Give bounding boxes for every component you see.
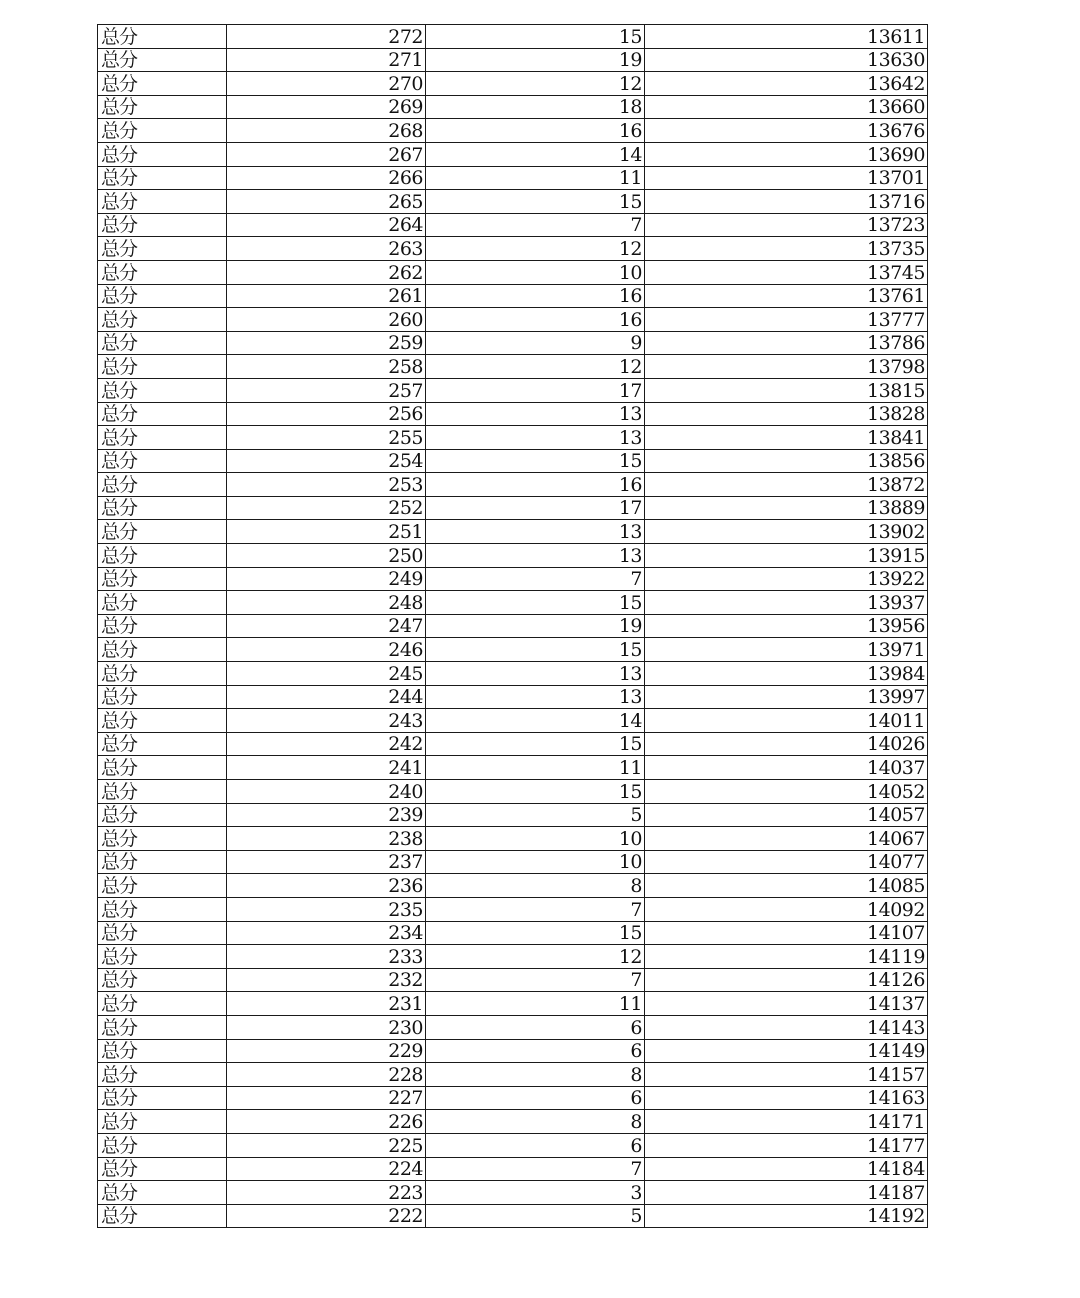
table-row (98, 449, 928, 473)
count-cell: 10 (426, 827, 645, 851)
table-row (98, 1086, 928, 1110)
score-cell: 248 (227, 591, 426, 615)
score-cell: 249 (227, 567, 426, 591)
cumulative-count-cell: 13841 (645, 426, 928, 450)
table-row (98, 1204, 928, 1228)
count-cell: 15 (426, 591, 645, 615)
subject-cell: 总分 (98, 378, 227, 402)
subject-cell: 总分 (98, 1039, 227, 1063)
subject-cell: 总分 (98, 827, 227, 851)
count-cell: 12 (426, 237, 645, 261)
score-cell: 238 (227, 827, 426, 851)
cumulative-count-cell: 14067 (645, 827, 928, 851)
table-row (98, 1063, 928, 1087)
score-table (97, 24, 928, 1228)
score-cell: 247 (227, 614, 426, 638)
cumulative-count-cell: 13937 (645, 591, 928, 615)
subject-cell: 总分 (98, 1181, 227, 1205)
count-cell: 13 (426, 685, 645, 709)
cumulative-count-cell: 14092 (645, 897, 928, 921)
count-cell: 10 (426, 260, 645, 284)
subject-cell: 总分 (98, 213, 227, 237)
table-row (98, 284, 928, 308)
score-cell: 240 (227, 780, 426, 804)
cumulative-count-cell: 13902 (645, 520, 928, 544)
subject-cell: 总分 (98, 850, 227, 874)
cumulative-count-cell: 13798 (645, 355, 928, 379)
table-row (98, 355, 928, 379)
score-cell: 263 (227, 237, 426, 261)
subject-cell: 总分 (98, 520, 227, 544)
table-row (98, 1157, 928, 1181)
count-cell: 5 (426, 803, 645, 827)
subject-cell: 总分 (98, 756, 227, 780)
count-cell: 12 (426, 72, 645, 96)
table-row (98, 260, 928, 284)
score-cell: 251 (227, 520, 426, 544)
table-row (98, 780, 928, 804)
count-cell: 9 (426, 331, 645, 355)
count-cell: 19 (426, 48, 645, 72)
count-cell: 17 (426, 496, 645, 520)
cumulative-count-cell: 14011 (645, 709, 928, 733)
count-cell: 7 (426, 897, 645, 921)
cumulative-count-cell: 14163 (645, 1086, 928, 1110)
count-cell: 6 (426, 1086, 645, 1110)
subject-cell: 总分 (98, 308, 227, 332)
subject-cell: 总分 (98, 874, 227, 898)
cumulative-count-cell: 14077 (645, 850, 928, 874)
subject-cell: 总分 (98, 72, 227, 96)
count-cell: 3 (426, 1181, 645, 1205)
score-cell: 243 (227, 709, 426, 733)
subject-cell: 总分 (98, 1063, 227, 1087)
subject-cell: 总分 (98, 449, 227, 473)
score-cell: 231 (227, 992, 426, 1016)
score-cell: 252 (227, 496, 426, 520)
cumulative-count-cell: 13984 (645, 662, 928, 686)
count-cell: 6 (426, 1039, 645, 1063)
score-cell: 229 (227, 1039, 426, 1063)
count-cell: 13 (426, 426, 645, 450)
score-cell: 241 (227, 756, 426, 780)
score-cell: 222 (227, 1204, 426, 1228)
count-cell: 13 (426, 662, 645, 686)
table-row (98, 1039, 928, 1063)
subject-cell: 总分 (98, 945, 227, 969)
table-row (98, 1015, 928, 1039)
cumulative-count-cell: 14052 (645, 780, 928, 804)
table-row (98, 378, 928, 402)
table-row (98, 308, 928, 332)
count-cell: 6 (426, 1015, 645, 1039)
table-row (98, 48, 928, 72)
table-row (98, 638, 928, 662)
cumulative-count-cell: 14187 (645, 1181, 928, 1205)
table-row (98, 1110, 928, 1134)
count-cell: 15 (426, 921, 645, 945)
cumulative-count-cell: 13745 (645, 260, 928, 284)
table-row (98, 732, 928, 756)
cumulative-count-cell: 13735 (645, 237, 928, 261)
count-cell: 14 (426, 709, 645, 733)
count-cell: 16 (426, 119, 645, 143)
subject-cell: 总分 (98, 780, 227, 804)
subject-cell: 总分 (98, 1110, 227, 1134)
count-cell: 15 (426, 638, 645, 662)
table-row (98, 237, 928, 261)
subject-cell: 总分 (98, 48, 227, 72)
score-cell: 250 (227, 544, 426, 568)
subject-cell: 总分 (98, 260, 227, 284)
cumulative-count-cell: 14037 (645, 756, 928, 780)
table-row (98, 709, 928, 733)
count-cell: 15 (426, 449, 645, 473)
cumulative-count-cell: 13761 (645, 284, 928, 308)
score-cell: 256 (227, 402, 426, 426)
cumulative-count-cell: 14149 (645, 1039, 928, 1063)
count-cell: 16 (426, 308, 645, 332)
cumulative-count-cell: 14057 (645, 803, 928, 827)
count-cell: 13 (426, 402, 645, 426)
table-row (98, 827, 928, 851)
score-cell: 267 (227, 142, 426, 166)
cumulative-count-cell: 13922 (645, 567, 928, 591)
subject-cell: 总分 (98, 709, 227, 733)
score-cell: 254 (227, 449, 426, 473)
score-cell: 262 (227, 260, 426, 284)
count-cell: 11 (426, 166, 645, 190)
score-cell: 253 (227, 473, 426, 497)
score-cell: 228 (227, 1063, 426, 1087)
subject-cell: 总分 (98, 95, 227, 119)
count-cell: 13 (426, 520, 645, 544)
cumulative-count-cell: 13956 (645, 614, 928, 638)
cumulative-count-cell: 14107 (645, 921, 928, 945)
table-row (98, 874, 928, 898)
cumulative-count-cell: 13777 (645, 308, 928, 332)
subject-cell: 总分 (98, 355, 227, 379)
score-cell: 233 (227, 945, 426, 969)
table-row (98, 591, 928, 615)
score-cell: 235 (227, 897, 426, 921)
cumulative-count-cell: 14157 (645, 1063, 928, 1087)
table-row (98, 1133, 928, 1157)
cumulative-count-cell: 14126 (645, 968, 928, 992)
cumulative-count-cell: 13642 (645, 72, 928, 96)
score-cell: 258 (227, 355, 426, 379)
score-cell: 237 (227, 850, 426, 874)
count-cell: 15 (426, 25, 645, 49)
count-cell: 18 (426, 95, 645, 119)
subject-cell: 总分 (98, 614, 227, 638)
score-cell: 269 (227, 95, 426, 119)
score-cell: 226 (227, 1110, 426, 1134)
count-cell: 10 (426, 850, 645, 874)
count-cell: 15 (426, 780, 645, 804)
cumulative-count-cell: 14192 (645, 1204, 928, 1228)
score-cell: 236 (227, 874, 426, 898)
score-cell: 244 (227, 685, 426, 709)
score-cell: 265 (227, 190, 426, 214)
table-row (98, 496, 928, 520)
subject-cell: 总分 (98, 402, 227, 426)
subject-cell: 总分 (98, 638, 227, 662)
cumulative-count-cell: 14171 (645, 1110, 928, 1134)
table-row (98, 190, 928, 214)
table-row (98, 402, 928, 426)
table-row (98, 921, 928, 945)
table-row (98, 331, 928, 355)
count-cell: 14 (426, 142, 645, 166)
subject-cell: 总分 (98, 662, 227, 686)
count-cell: 8 (426, 1063, 645, 1087)
table-row (98, 142, 928, 166)
table-row (98, 567, 928, 591)
cumulative-count-cell: 14184 (645, 1157, 928, 1181)
cumulative-count-cell: 14177 (645, 1133, 928, 1157)
count-cell: 5 (426, 1204, 645, 1228)
cumulative-count-cell: 13997 (645, 685, 928, 709)
subject-cell: 总分 (98, 992, 227, 1016)
count-cell: 11 (426, 756, 645, 780)
score-cell: 268 (227, 119, 426, 143)
table-row (98, 614, 928, 638)
cumulative-count-cell: 13660 (645, 95, 928, 119)
score-cell: 234 (227, 921, 426, 945)
score-cell: 270 (227, 72, 426, 96)
subject-cell: 总分 (98, 567, 227, 591)
table-row (98, 992, 928, 1016)
score-cell: 227 (227, 1086, 426, 1110)
table-row (98, 95, 928, 119)
cumulative-count-cell: 13872 (645, 473, 928, 497)
subject-cell: 总分 (98, 1086, 227, 1110)
subject-cell: 总分 (98, 496, 227, 520)
count-cell: 8 (426, 1110, 645, 1134)
cumulative-count-cell: 13611 (645, 25, 928, 49)
subject-cell: 总分 (98, 803, 227, 827)
subject-cell: 总分 (98, 591, 227, 615)
count-cell: 8 (426, 874, 645, 898)
count-cell: 16 (426, 473, 645, 497)
score-cell: 264 (227, 213, 426, 237)
cumulative-count-cell: 14119 (645, 945, 928, 969)
subject-cell: 总分 (98, 1133, 227, 1157)
score-cell: 261 (227, 284, 426, 308)
cumulative-count-cell: 13815 (645, 378, 928, 402)
table-row (98, 897, 928, 921)
subject-cell: 总分 (98, 685, 227, 709)
subject-cell: 总分 (98, 968, 227, 992)
table-row (98, 520, 928, 544)
score-cell: 225 (227, 1133, 426, 1157)
count-cell: 6 (426, 1133, 645, 1157)
score-cell: 239 (227, 803, 426, 827)
count-cell: 11 (426, 992, 645, 1016)
score-distribution-sheet (97, 24, 927, 1228)
score-cell: 223 (227, 1181, 426, 1205)
cumulative-count-cell: 14085 (645, 874, 928, 898)
subject-cell: 总分 (98, 331, 227, 355)
count-cell: 16 (426, 284, 645, 308)
score-cell: 232 (227, 968, 426, 992)
score-cell: 257 (227, 378, 426, 402)
table-row (98, 968, 928, 992)
count-cell: 12 (426, 945, 645, 969)
subject-cell: 总分 (98, 142, 227, 166)
cumulative-count-cell: 13971 (645, 638, 928, 662)
subject-cell: 总分 (98, 473, 227, 497)
subject-cell: 总分 (98, 190, 227, 214)
subject-cell: 总分 (98, 732, 227, 756)
count-cell: 13 (426, 544, 645, 568)
table-row (98, 426, 928, 450)
cumulative-count-cell: 13828 (645, 402, 928, 426)
score-cell: 271 (227, 48, 426, 72)
count-cell: 7 (426, 213, 645, 237)
table-row (98, 473, 928, 497)
table-row (98, 166, 928, 190)
score-cell: 230 (227, 1015, 426, 1039)
subject-cell: 总分 (98, 119, 227, 143)
cumulative-count-cell: 13630 (645, 48, 928, 72)
count-cell: 15 (426, 732, 645, 756)
score-table-body (98, 25, 928, 1228)
count-cell: 7 (426, 1157, 645, 1181)
subject-cell: 总分 (98, 166, 227, 190)
count-cell: 17 (426, 378, 645, 402)
cumulative-count-cell: 14026 (645, 732, 928, 756)
table-row (98, 25, 928, 49)
cumulative-count-cell: 13716 (645, 190, 928, 214)
cumulative-count-cell: 13701 (645, 166, 928, 190)
table-row (98, 213, 928, 237)
cumulative-count-cell: 13676 (645, 119, 928, 143)
table-row (98, 756, 928, 780)
subject-cell: 总分 (98, 544, 227, 568)
table-row (98, 662, 928, 686)
subject-cell: 总分 (98, 1204, 227, 1228)
cumulative-count-cell: 14137 (645, 992, 928, 1016)
score-cell: 242 (227, 732, 426, 756)
cumulative-count-cell: 13889 (645, 496, 928, 520)
score-cell: 266 (227, 166, 426, 190)
score-cell: 259 (227, 331, 426, 355)
table-row (98, 803, 928, 827)
cumulative-count-cell: 13690 (645, 142, 928, 166)
table-row (98, 119, 928, 143)
score-cell: 272 (227, 25, 426, 49)
subject-cell: 总分 (98, 284, 227, 308)
cumulative-count-cell: 14143 (645, 1015, 928, 1039)
subject-cell: 总分 (98, 1015, 227, 1039)
table-row (98, 945, 928, 969)
cumulative-count-cell: 13856 (645, 449, 928, 473)
table-row (98, 850, 928, 874)
subject-cell: 总分 (98, 921, 227, 945)
subject-cell: 总分 (98, 426, 227, 450)
subject-cell: 总分 (98, 25, 227, 49)
table-row (98, 544, 928, 568)
score-cell: 260 (227, 308, 426, 332)
cumulative-count-cell: 13723 (645, 213, 928, 237)
score-cell: 255 (227, 426, 426, 450)
score-cell: 224 (227, 1157, 426, 1181)
subject-cell: 总分 (98, 897, 227, 921)
subject-cell: 总分 (98, 1157, 227, 1181)
count-cell: 15 (426, 190, 645, 214)
cumulative-count-cell: 13915 (645, 544, 928, 568)
table-row (98, 72, 928, 96)
count-cell: 12 (426, 355, 645, 379)
score-cell: 245 (227, 662, 426, 686)
count-cell: 19 (426, 614, 645, 638)
count-cell: 7 (426, 567, 645, 591)
table-row (98, 1181, 928, 1205)
score-cell: 246 (227, 638, 426, 662)
table-row (98, 685, 928, 709)
count-cell: 7 (426, 968, 645, 992)
subject-cell: 总分 (98, 237, 227, 261)
cumulative-count-cell: 13786 (645, 331, 928, 355)
